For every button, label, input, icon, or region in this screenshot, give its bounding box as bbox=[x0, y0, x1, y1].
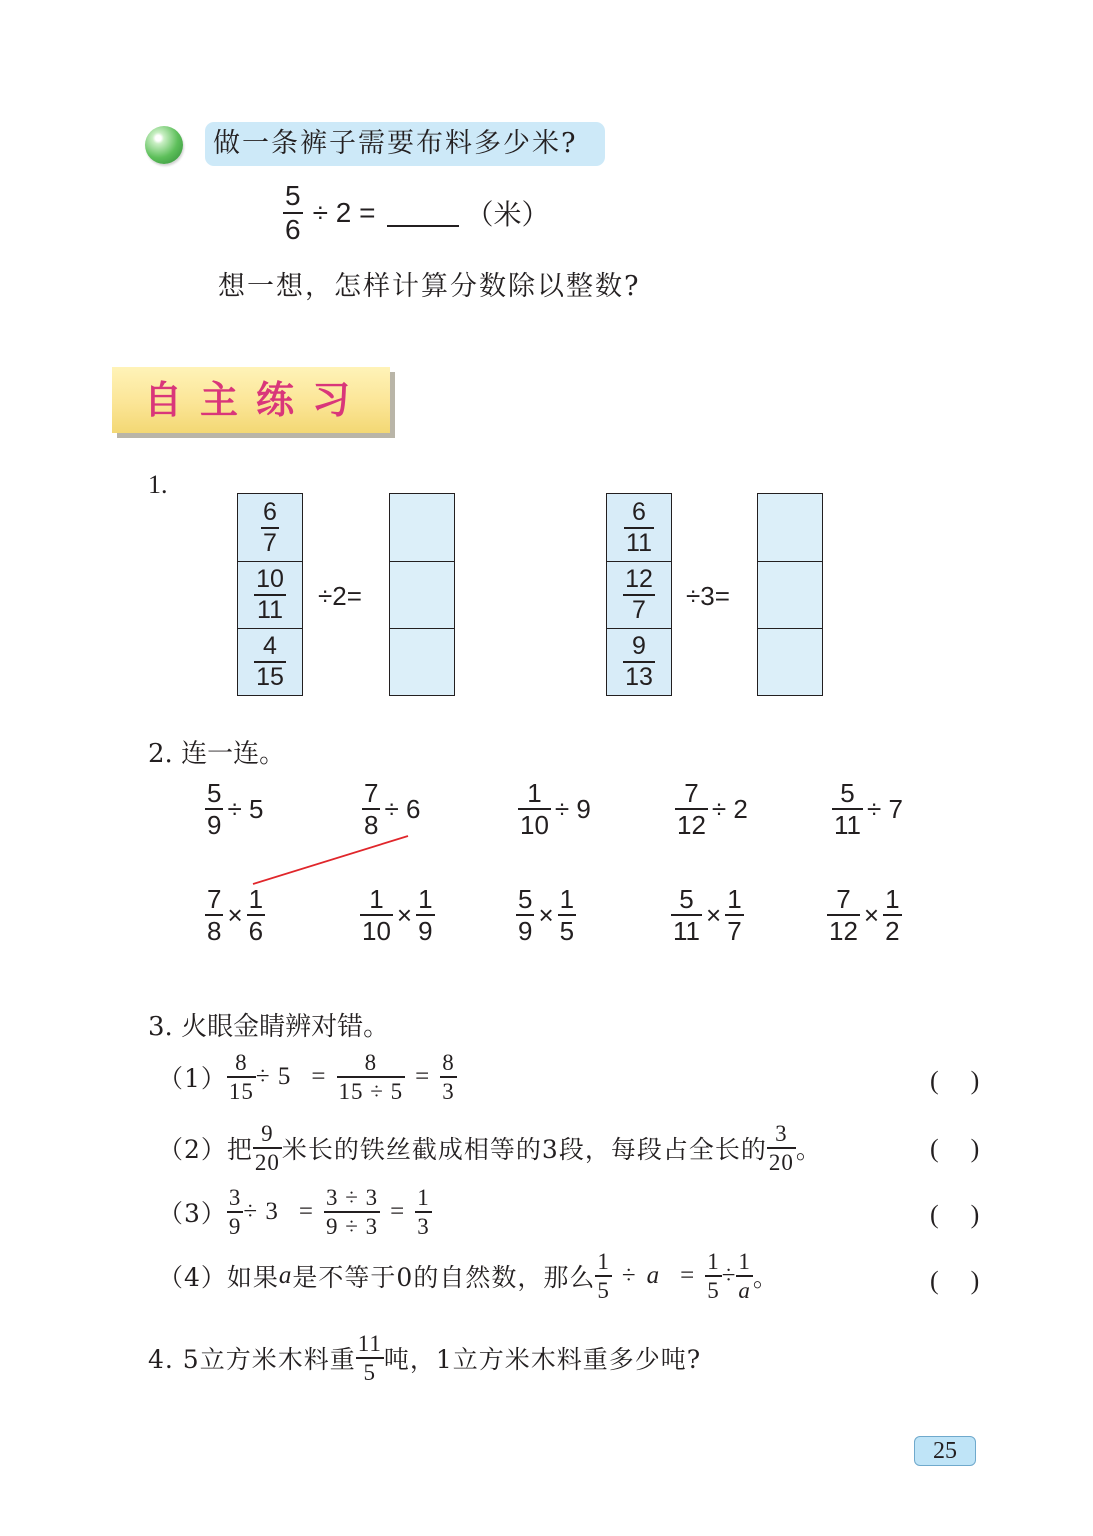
bottom-expression[interactable]: $\frac{5}{9}$ × $\frac{1}{5}$ bbox=[518, 884, 575, 946]
statement-1: （1） $\frac{8}{15}$ ÷ 5 = $\frac{8}{15 \div 5}$ = $\frac{8}{3}$ bbox=[158, 1050, 455, 1104]
top-expression[interactable]: $\frac{5}{11}$ ÷ 7 bbox=[834, 778, 903, 840]
fraction-cell: $\frac{6}{11}$ bbox=[607, 494, 671, 561]
unit-label: （米） bbox=[465, 198, 550, 231]
fraction-cell: $\frac{4}{15}$ bbox=[238, 628, 302, 695]
answer-parentheses[interactable]: ( ) bbox=[930, 1266, 980, 1295]
fraction-cell: $\frac{9}{13}$ bbox=[607, 628, 671, 695]
statement-4: （4） 如果 a 是不等于0的自然数，那么 $\frac{1}{5}$ ÷ a = $\frac{1}{5}$ ÷ $\frac{1}{a}$ 。 bbox=[158, 1249, 779, 1303]
bottom-expression[interactable]: $\frac{7}{12}$ × $\frac{1}{2}$ bbox=[829, 884, 900, 946]
section-banner: 自主练习 bbox=[112, 367, 390, 433]
fraction-cell: $\frac{12}{7}$ bbox=[607, 561, 671, 628]
question-title-2: 2. 连一连。 bbox=[148, 739, 286, 769]
top-expression[interactable]: $\frac{7}{12}$ ÷ 2 bbox=[677, 778, 748, 840]
division-operator: ÷2= bbox=[318, 581, 362, 611]
question-number-1: 1. bbox=[148, 470, 168, 499]
top-expression[interactable]: $\frac{5}{9}$ ÷ 5 bbox=[207, 778, 264, 840]
fraction-cell: $\frac{6}{7}$ bbox=[238, 494, 302, 561]
think-prompt: 想一想，怎样计算分数除以整数? bbox=[218, 271, 641, 302]
top-expression[interactable]: $\frac{1}{10}$ ÷ 9 bbox=[520, 778, 591, 840]
match-line[interactable] bbox=[253, 836, 408, 884]
division-operator: ÷ 2 = bbox=[312, 197, 376, 228]
top-expression[interactable]: $\frac{7}{8}$ ÷ 6 bbox=[364, 778, 421, 840]
question-4: 4. 5立方米木料重 $\frac{11}{5}$ 吨，1立方米木料重多少吨? bbox=[148, 1331, 702, 1385]
answer-parentheses[interactable]: ( ) bbox=[930, 1134, 980, 1163]
bottom-expression[interactable]: $\frac{7}{8}$ × $\frac{1}{6}$ bbox=[207, 884, 264, 946]
division-operator: ÷3= bbox=[686, 581, 730, 611]
answer-parentheses[interactable]: ( ) bbox=[930, 1200, 980, 1229]
intro-question: 做一条裤子需要布料多少米? bbox=[205, 122, 605, 166]
question-title-3: 3. 火眼金睛辨对错。 bbox=[148, 1012, 390, 1042]
bottom-expression[interactable]: $\frac{1}{10}$ × $\frac{1}{9}$ bbox=[362, 884, 433, 946]
page-number: 25 bbox=[914, 1436, 976, 1466]
fraction-cell: $\frac{10}{11}$ bbox=[238, 561, 302, 628]
answer-parentheses[interactable]: ( ) bbox=[930, 1066, 980, 1095]
bottom-expression[interactable]: $\frac{5}{11}$ × $\frac{1}{7}$ bbox=[673, 884, 742, 946]
statement-2: （2） 把 $\frac{9}{20}$ 米长的铁丝截成相等的3段，每段占全长的 $\frac{3}{20}$ 。 bbox=[158, 1121, 822, 1175]
fraction: $\frac{5}{6}$ bbox=[285, 180, 301, 245]
statement-3: （3） $\frac{3}{9}$ ÷ 3 = $\frac{3 \div 3}{9 \div 3}$ = $\frac{1}{3}$ bbox=[158, 1185, 430, 1239]
